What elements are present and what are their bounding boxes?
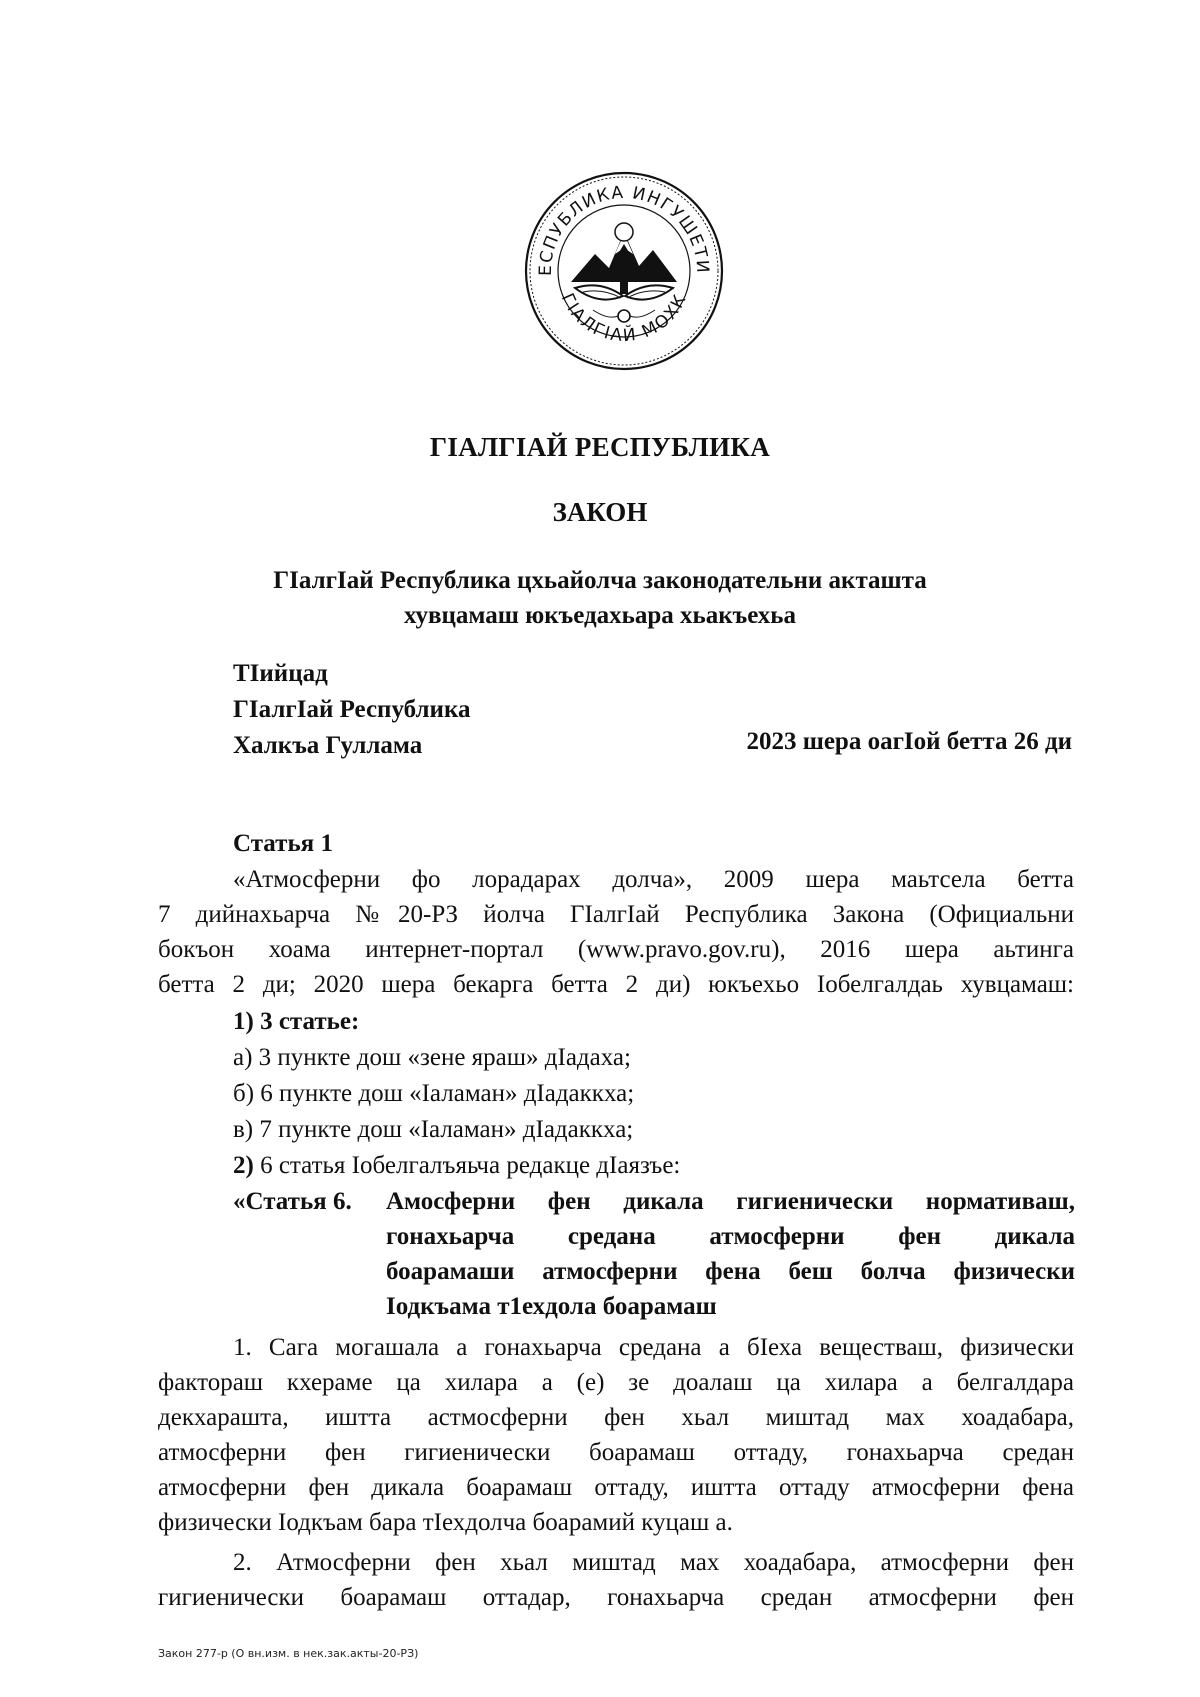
law-title (0, 563, 1200, 633)
item-c: в) 7 пункте дош «Iаламан» дIадаккха; (233, 1116, 634, 1143)
article-1-heading: Статья 1 (233, 830, 333, 857)
article-6-title-line-1: Амосферни фен дикала гигиенически нормативаш, (386, 1188, 1075, 1215)
p2-line-2: гигиенически боарамаш оттадар, гонахьарча средан атмосферни фен (158, 1584, 1074, 1611)
article-6-lead: «Статья 6. (233, 1188, 352, 1215)
item-1-label: 1) 3 статье: (233, 1008, 360, 1035)
item-2-number: 2) (233, 1152, 254, 1179)
article-6-title-line-3: боарамаши атмосферни фена беш болча физически (386, 1258, 1075, 1285)
document-footer: Закон 277-р (О вн.изм. в нек.зак.акты-20-РЗ) (158, 1647, 419, 1660)
item-a: а) 3 пункте дош «зене яраш» дIадаха; (233, 1044, 631, 1071)
article-1-paragraph (158, 862, 1074, 1002)
article-6-title-line-4: Iодкъама т1ехдола боарамаш (386, 1293, 717, 1320)
p1-line-2: фактораш кхераме ца хилара а (е) зе доалаш ца хилара а белгалдара (158, 1369, 1074, 1396)
p1-line-5: атмосферни фен дикала боарамаш оттаду, иштта оттаду атмосферни фена (158, 1474, 1074, 1501)
adoption-line-1: ТIийцад (233, 660, 328, 687)
article-1-line-3: бокъон хоама интернет-портал (www.pravo.gov.ru), 2016 шера аьтинга (158, 936, 1074, 963)
p1-line-4: атмосферни фен гигиенически боарамаш оттаду, гонахьарча средан (158, 1439, 1074, 1466)
seal-emblem-icon (523, 170, 725, 372)
article-6-paragraph-1 (158, 1330, 1074, 1540)
p2-line-1: 2. Атмосферни фен хьал миштад мах хоадабара, атмосферни фен (233, 1549, 1074, 1576)
law-title-line-1: ГIалгIай Республика цхьайолча законодательни акташта (273, 567, 927, 594)
item-b: б) 6 пункте дош «Iаламан» дIадаккха; (233, 1080, 635, 1107)
item-2-text: 6 статья Iобелгалъяьча редакце дIаязъе: (253, 1152, 681, 1179)
adoption-line-3: Халкъа Гуллама (233, 732, 423, 759)
article-1-line-4: бетта 2 ди; 2020 шера бекарга бетта 2 ди) юкъехьо Iобелгалдаь хувцамаш: (158, 971, 1074, 998)
item-2-line (233, 1148, 680, 1183)
p1-line-1: 1. Сага могашала а гонахьарча средана а бIеха веществаш, физически (233, 1334, 1074, 1361)
coat-of-arms-seal (523, 170, 725, 372)
p1-line-6: физически Iодкъам бара тIехдолча боарамий куцаш а. (158, 1509, 733, 1536)
svg-text:РЕСПУБЛИКА ИНГУШЕТИЯ: ЕСПУБЛИКА ИНГУШЕТИ (535, 182, 713, 277)
article-6-title (386, 1184, 1075, 1324)
law-title-line-2: хувцамаш юкъедахьара хьакъехьа (403, 602, 797, 629)
adoption-line-2: ГIалгIай Республика (233, 696, 471, 723)
adoption-date: 2023 шера оагIой бетта 26 ди (746, 728, 1072, 755)
svg-text:ГIАЛГIАЙ МОХК: ГIАЛГIАЙ МОХК (556, 290, 692, 347)
law-heading: ЗАКОН (552, 497, 648, 527)
article-1-line-2: 7 дийнахьарча №20-РЗ йолча ГIалгIай Республика Закона (Официальни (158, 901, 1074, 928)
adoption-block (233, 656, 470, 764)
article-6-paragraph-2 (158, 1545, 1074, 1615)
p1-line-3: декхарашта, иштта астмосферни фен хьал миштад мах хоадабара, (158, 1404, 1074, 1431)
article-6-title-block (233, 1184, 1075, 1320)
republic-heading: ГIАЛГIАЙ РЕСПУБЛИКА (429, 432, 771, 462)
article-6-title-line-2: гонахьарча средана атмосферни фен дикала (386, 1223, 1075, 1250)
article-1-line-1: «Атмосферни фо лорадарах долча», 2009 шера маьтсела бетта (233, 866, 1074, 893)
